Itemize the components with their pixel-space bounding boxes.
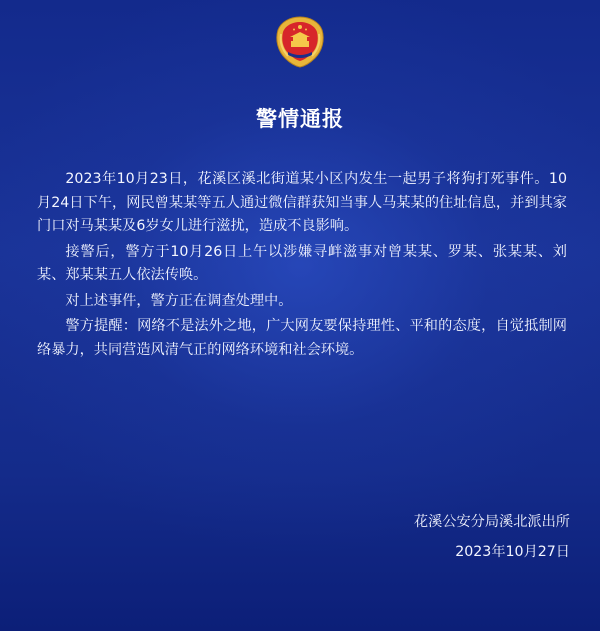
notice-paragraph: 对上述事件，警方正在调查处理中。: [65, 292, 293, 309]
issue-date: 2023年10月27日: [455, 544, 570, 560]
notice-paragraph: 2023年10月23日，花溪区溪北街道某小区内发生一起男子将狗打死事件。10月24日下午，网民曾某某等五人通过微信群获知当事人马某某的住址信息，并到其家门口对马某某及6岁女儿进行滋扰，造成不良影响。: [37, 171, 567, 234]
notice-body: [37, 168, 567, 364]
police-emblem-icon: [272, 14, 328, 70]
issuer-name: 花溪公安分局溪北派出所: [413, 514, 570, 530]
notice-paragraph: 接警后，警方于10月26日上午以涉嫌寻衅滋事对曾某某、罗某、张某某、刘某、郑某某五人依法传唤。: [37, 243, 567, 283]
notice-paragraph: 警方提醒：网络不是法外之地，广大网友要保持理性、平和的态度，自觉抵制网络暴力，共同营造风清气正的网络环境和社会环境。: [37, 318, 567, 358]
notice-title: 警情通报: [256, 107, 344, 131]
